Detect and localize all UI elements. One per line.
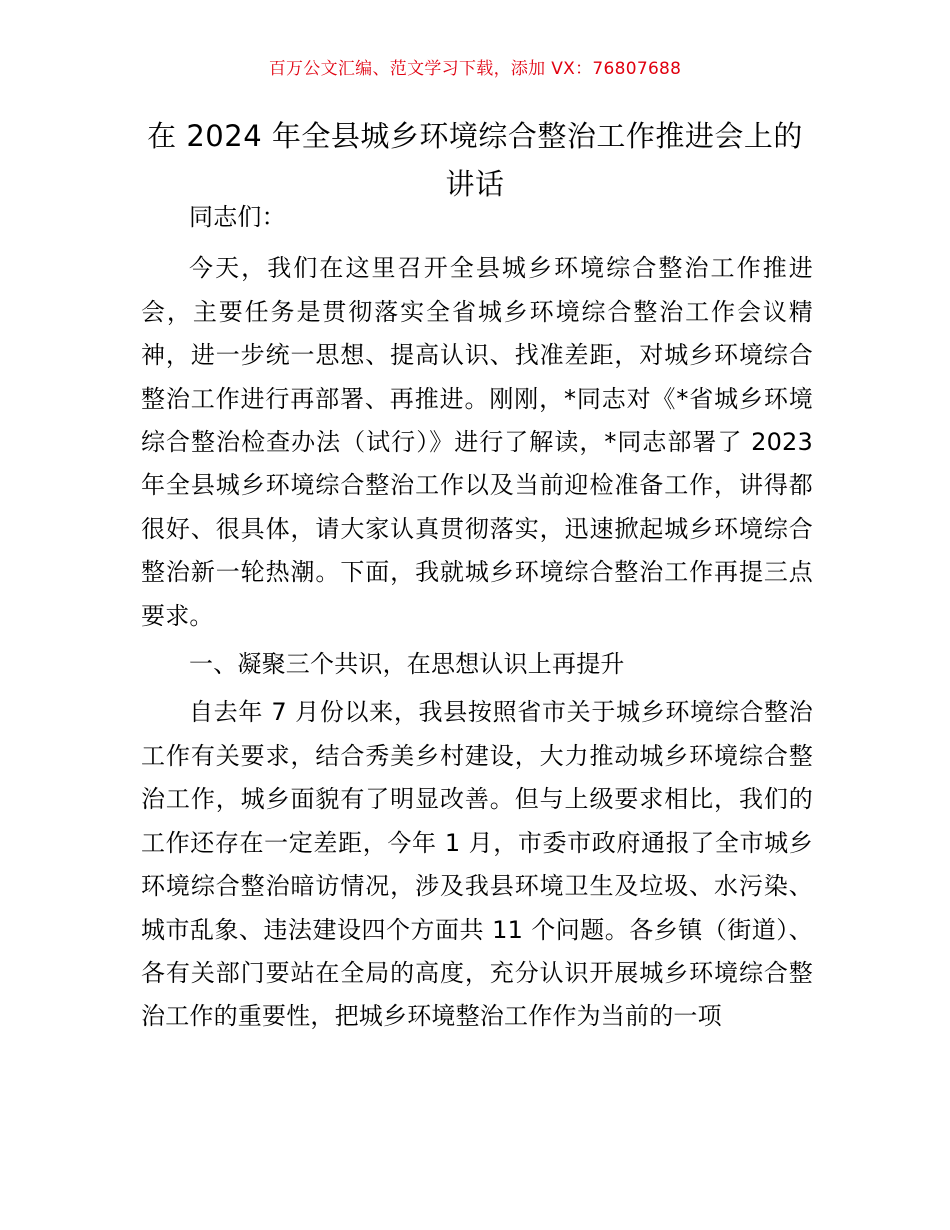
document-title: 在 2024 年全县城乡环境综合整治工作推进会上的讲话	[147, 119, 803, 201]
paragraph-section-1: 自去年 7 月份以来，我县按照省市关于城乡环境综合整治工作有关要求，结合秀美乡村建设，大力推动城乡环境综合整治工作，城乡面貌有了明显改善。但与上级要求相比，我们的工作还存在一定差距，今年 1 月，市委市政府通报了全市城乡环境综合整治暗访情况，涉及我县环境卫生及垃圾、水污染、城市乱象、违法建设四个方面共 11 个问题。各乡镇（街道）、各有关部门要站在全局的高度，充分认识开展城乡环境综合整治工作的重要性，把城乡环境整治工作作为当前的一项	[141, 698, 813, 1031]
greeting-line: 同志们：	[189, 203, 286, 231]
paragraph-intro: 今天，我们在这里召开全县城乡环境综合整治工作推进会，主要任务是贯彻落实全省城乡环境综合整治工作会议精神，进一步统一思想、提高认识、找准差距，对城乡环境综合整治工作进行再部署、再推进。刚刚，*同志对《*省城乡环境综合整治检查办法（试行）》进行了解读，*同志部署了 2023 年全县城乡环境综合整治工作以及当前迎检准备工作，讲得都很好、很具体，请大家认真贯彻落实，迅速掀起城乡环境综合整治新一轮热潮。下面，我就城乡环境综合整治工作再提三点要求。	[141, 254, 813, 630]
section-heading-1: 一、凝聚三个共识，在思想认识上再提升	[189, 650, 625, 679]
watermark-banner: 百万公文汇编、范文学习下载，添加 VX：76807688	[268, 59, 682, 79]
document-body	[141, 196, 813, 1039]
